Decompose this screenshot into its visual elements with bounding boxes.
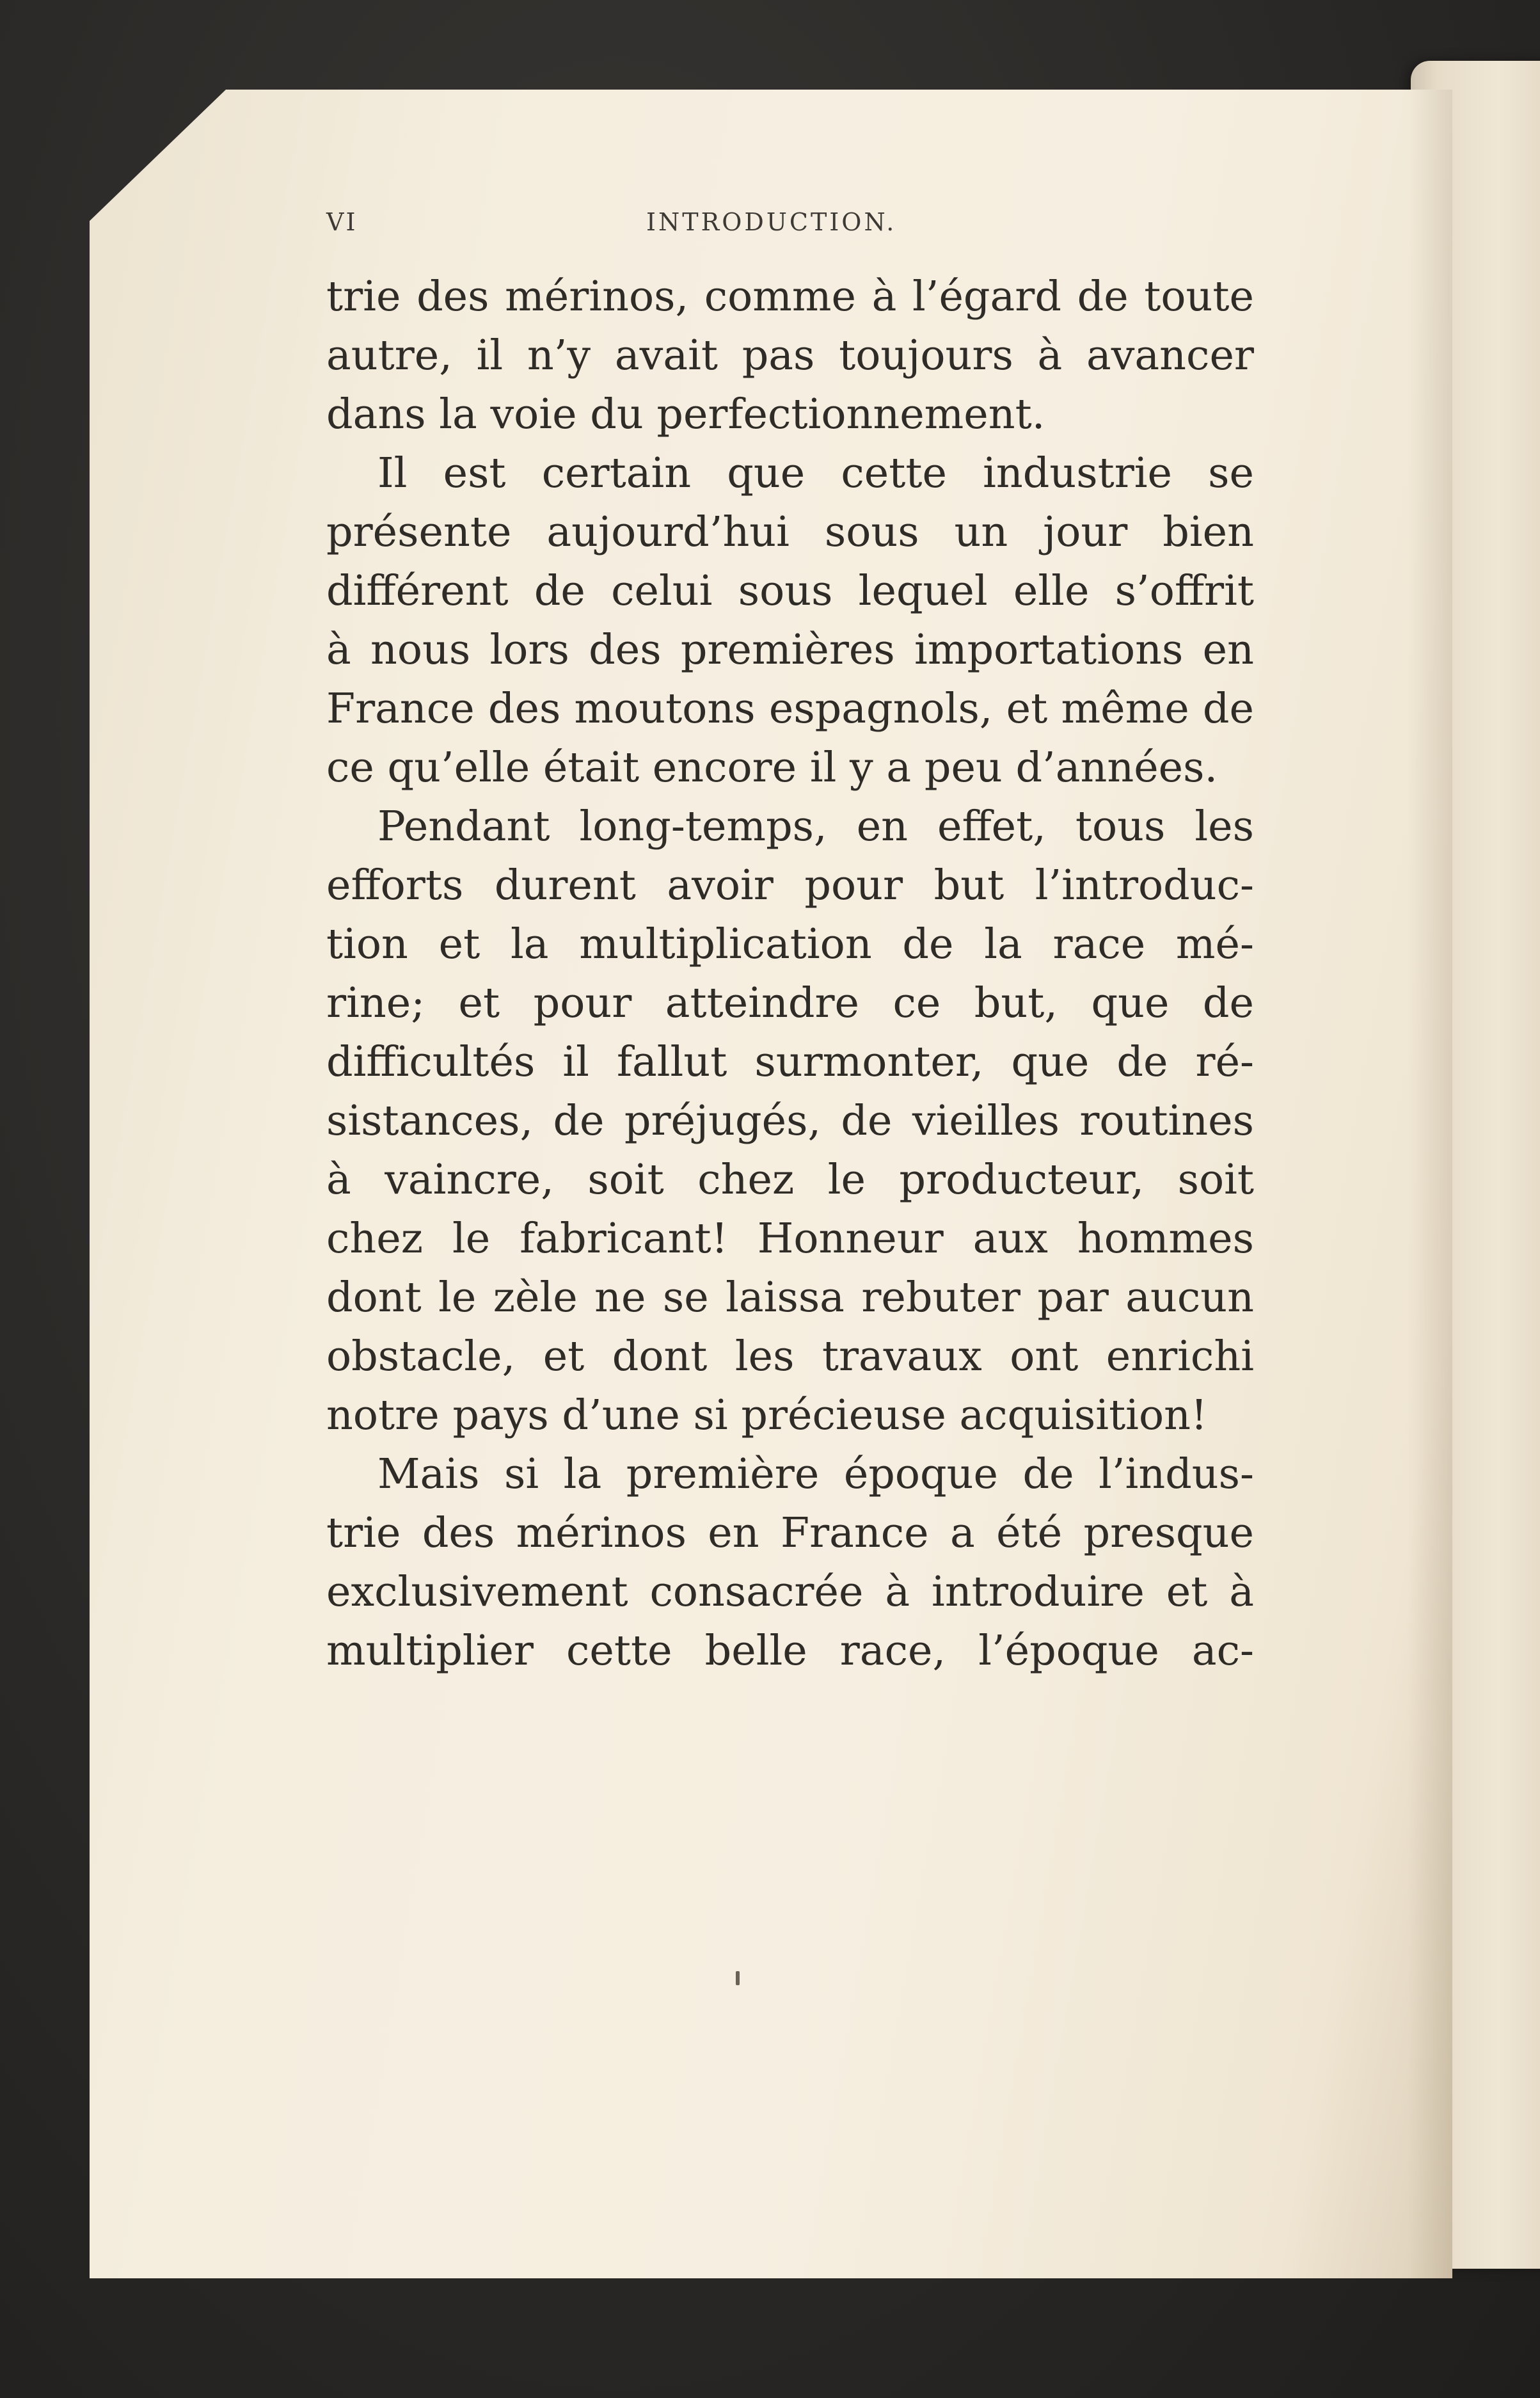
text-line: exclusivement consacrée à introduire et à <box>326 1568 1254 1616</box>
text-line: multiplier cette belle race, l’époque ac- <box>326 1627 1254 1675</box>
text-line: chez le fabricant! Honneur aux hommes <box>326 1215 1254 1263</box>
text-line: sistances, de préjugés, de vieilles routines <box>326 1097 1254 1145</box>
body-text <box>326 268 1254 1681</box>
page-number: VI <box>326 208 358 236</box>
text-line: obstacle, et dont les travaux ont enrichi <box>326 1332 1254 1380</box>
text-line: Mais si la première époque de l’indus- <box>377 1450 1254 1498</box>
text-line: rine; et pour atteindre ce but, que de <box>326 979 1254 1027</box>
text-line: Pendant long-temps, en effet, tous les <box>377 803 1254 851</box>
text-line: notre pays d’une si précieuse acquisition! <box>326 1391 1208 1439</box>
running-title: INTRODUCTION. <box>646 208 897 236</box>
text-line: dans la voie du perfectionnement. <box>326 390 1045 438</box>
text-line: efforts durent avoir pour but l’introduc- <box>326 861 1254 909</box>
text-line: à nous lors des premières importations en <box>326 626 1254 674</box>
ink-mark <box>736 1971 740 1985</box>
text-line: trie des mérinos en France a été presque <box>326 1509 1254 1557</box>
text-line: autre, il n’y avait pas toujours à avancer <box>326 332 1254 380</box>
text-line: Il est certain que cette industrie se <box>377 449 1254 497</box>
text-line: tion et la multiplication de la race mé- <box>326 920 1254 968</box>
text-line: dont le zèle ne se laissa rebuter par aucun <box>326 1274 1254 1322</box>
running-head <box>326 208 1254 259</box>
text-line: difficultés il fallut surmonter, que de ré- <box>326 1038 1254 1086</box>
text-line: différent de celui sous lequel elle s’offrit <box>326 567 1254 615</box>
text-line: à vaincre, soit chez le producteur, soit <box>326 1156 1254 1204</box>
text-line: ce qu’elle était encore il y a peu d’années. <box>326 744 1218 792</box>
text-line: France des moutons espagnols, et même de <box>326 685 1254 733</box>
text-line: présente aujourd’hui sous un jour bien <box>326 508 1254 556</box>
text-line: trie des mérinos, comme à l’égard de toute <box>326 273 1254 321</box>
